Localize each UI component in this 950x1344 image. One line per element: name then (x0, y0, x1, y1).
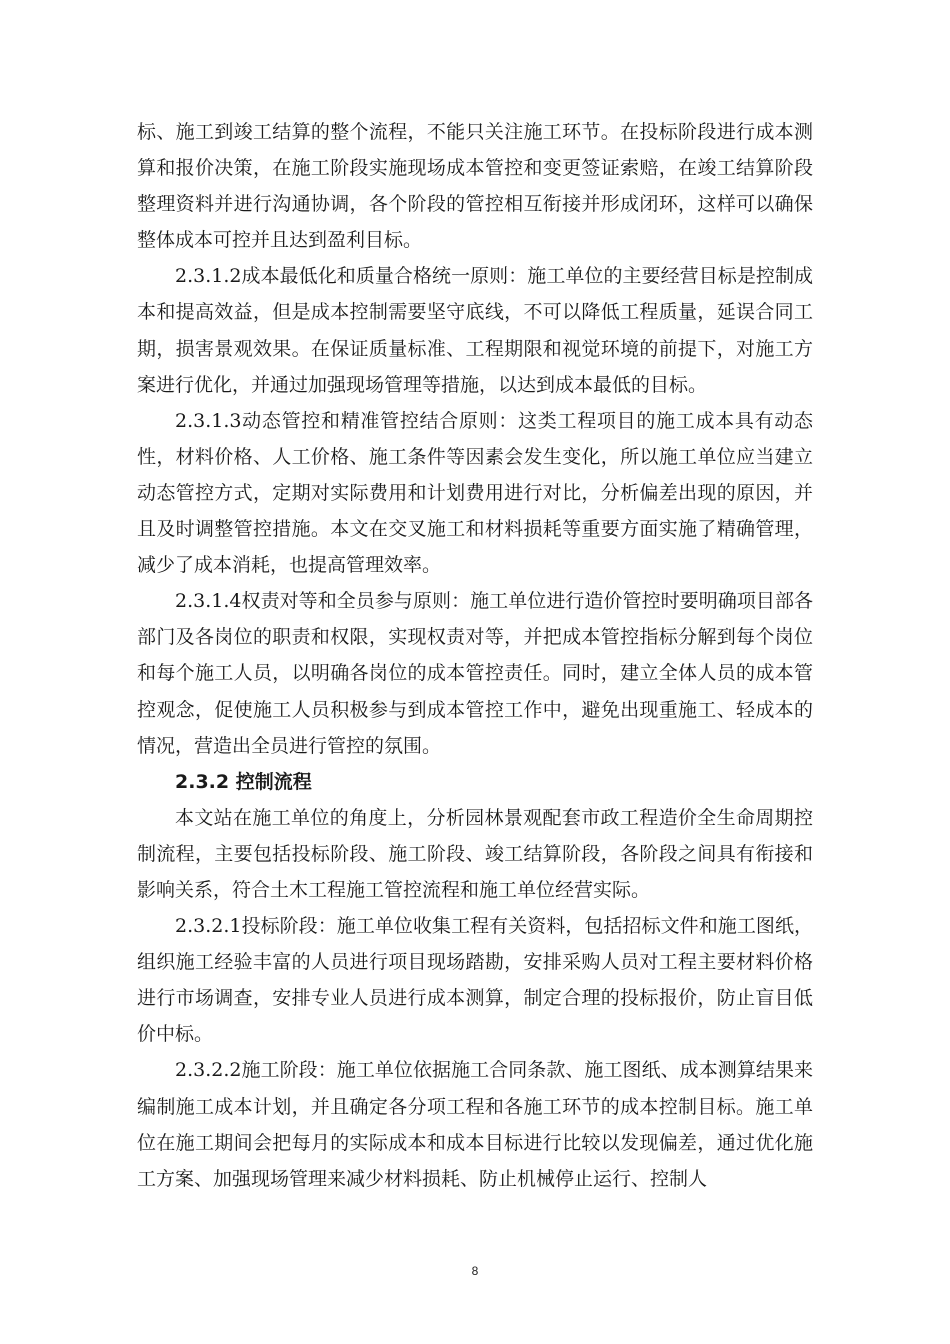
paragraph-continuation: 标、施工到竣工结算的整个流程，不能只关注施工环节。在投标阶段进行成本测算和报价决策，在施工阶段实施现场成本管控和变更签证索赔，在竣工结算阶段整理资料并进行沟通协调，各个阶段的管控相互衔接并形成闭环，这样可以确保整体成本可控并且达到盈利目标。 (137, 121, 813, 252)
paragraph-principle-2-3-1-4: 2.3.1.4权责对等和全员参与原则：施工单位进行造价管控时要明确项目部各部门及各岗位的职责和权限，实现权责对等，并把成本管控指标分解到每个岗位和每个施工人员，以明确各岗位的成本管控责任。同时，建立全体人员的成本管控观念，促使施工人员积极参与到成本管控工作中，避免出现重施工、轻成本的情况，营造出全员进行管控的氛围。 (137, 590, 813, 757)
section-heading-2-3-2: 2.3.2 控制流程 (175, 770, 312, 793)
paragraph-principle-2-3-1-3: 2.3.1.3动态管控和精准管控结合原则：这类工程项目的施工成本具有动态性，材料价格、人工价格、施工条件等因素会发生变化，所以施工单位应当建立动态管控方式，定期对实际费用和计划费用进行对比，分析偏差出现的原因，并且及时调整管控措施。本文在交叉施工和材料损耗等重要方面实施了精确管理，减少了成本消耗，也提高管理效率。 (137, 409, 813, 577)
paragraph-principle-2-3-1-2: 2.3.1.2成本最低化和质量合格统一原则：施工单位的主要经营目标是控制成本和提高效益，但是成本控制需要坚守底线，不可以降低工程质量，延误合同工期，损害景观效果。在保证质量标准、工程期限和视觉环境的前提下，对施工方案进行优化，并通过加强现场管理等措施，以达到成本最低的目标。 (137, 265, 813, 396)
page-number: 8 (471, 1264, 479, 1278)
body-text (137, 114, 813, 1197)
paragraph-process-intro: 本文站在施工单位的角度上，分析园林景观配套市政工程造价全生命周期控制流程，主要包括投标阶段、施工阶段、竣工结算阶段，各阶段之间具有衔接和影响关系，符合土木工程施工管控流程和施工单位经营实际。 (137, 806, 813, 901)
paragraph-bidding-stage: 2.3.2.1投标阶段：施工单位收集工程有关资料，包括招标文件和施工图纸，组织施工经验丰富的人员进行项目现场踏勘，安排采购人员对工程主要材料价格进行市场调查，安排专业人员进行成本测算，制定合理的投标报价，防止盲目低价中标。 (137, 915, 813, 1046)
paragraph-construction-stage: 2.3.2.2施工阶段：施工单位依据施工合同条款、施工图纸、成本测算结果来编制施工成本计划，并且确定各分项工程和各施工环节的成本控制目标。施工单位在施工期间会把每月的实际成本和成本目标进行比较以发现偏差，通过优化施工方案、加强现场管理来减少材料损耗、防止机械停止运行、控制人 (137, 1059, 813, 1190)
